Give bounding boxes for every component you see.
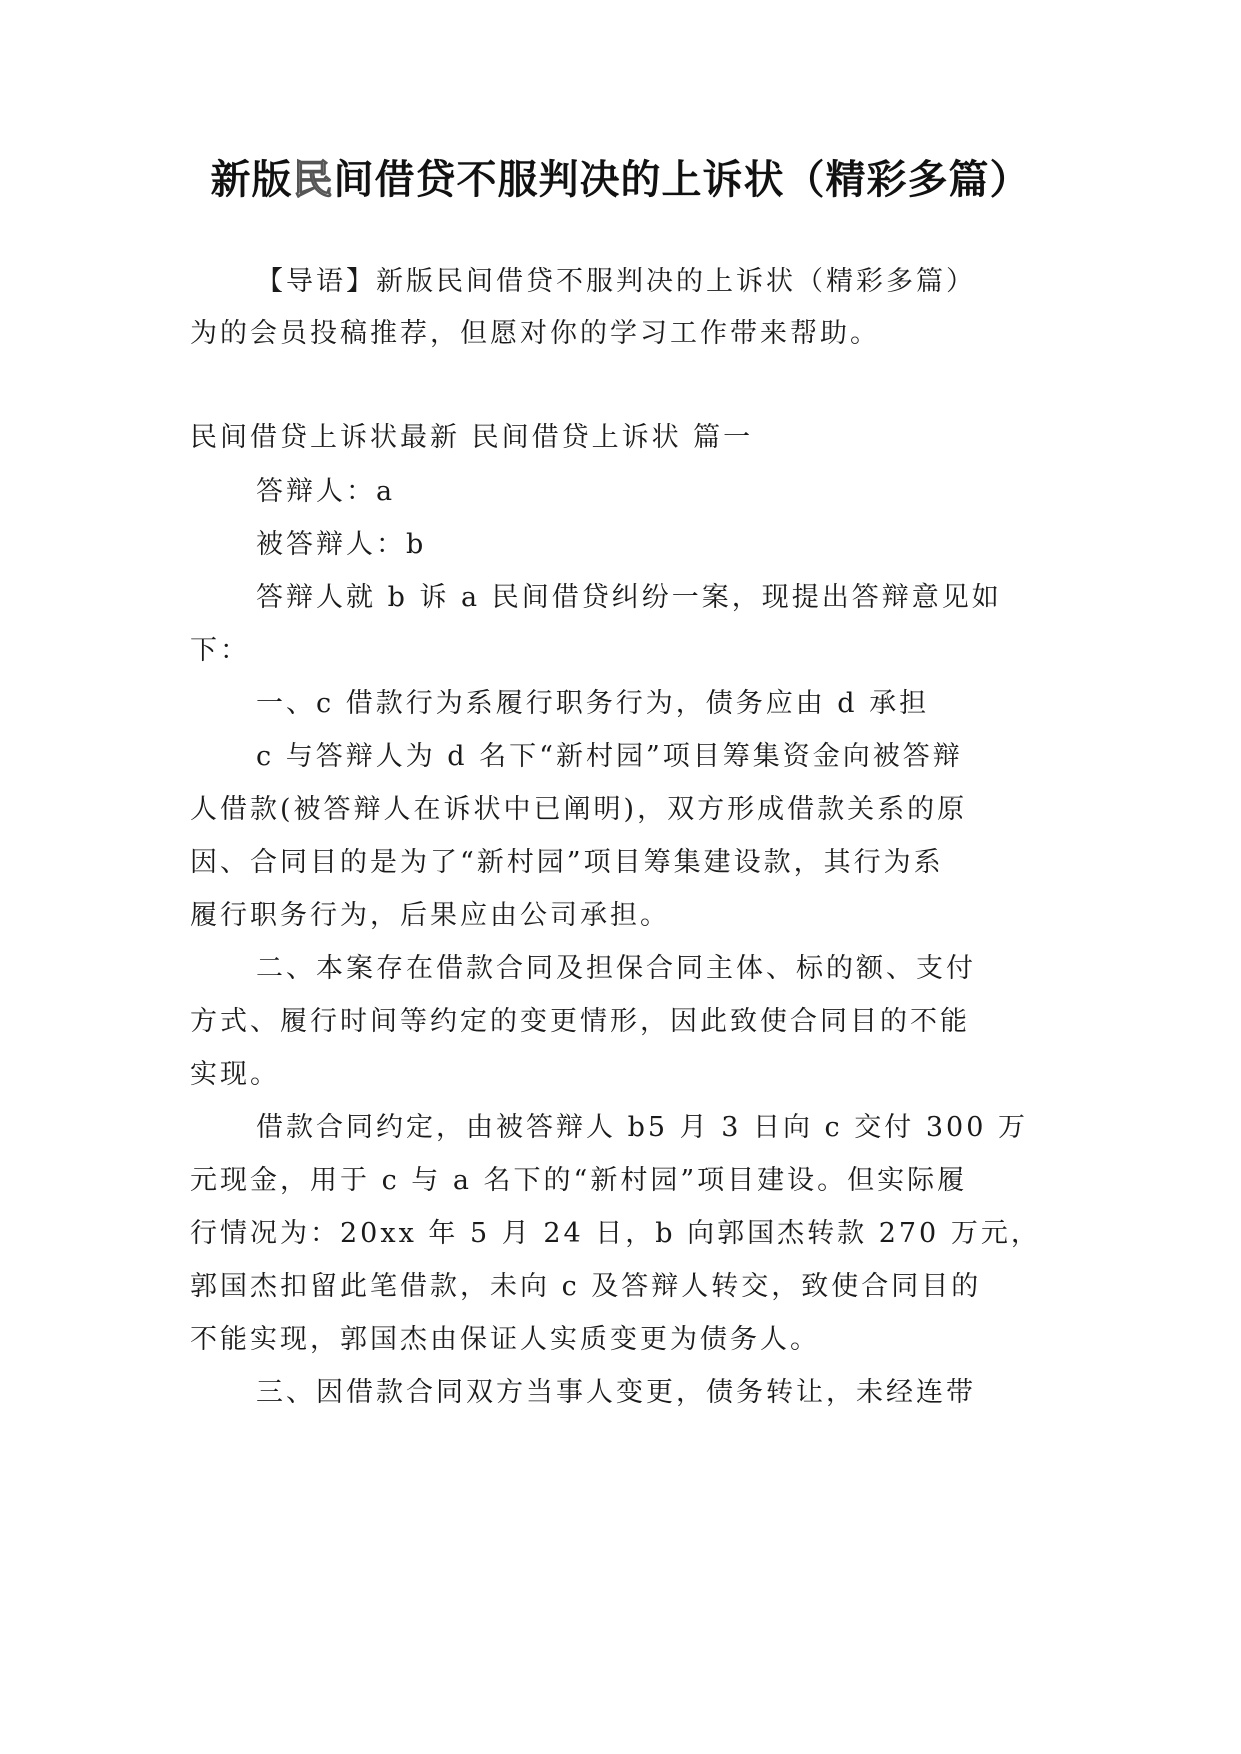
intro-line-1: 【导语】新版民间借贷不服判决的上诉状（精彩多篇） <box>256 266 976 297</box>
paragraph-line: 借款合同约定，由被答辩人 b5 月 3 日向 c 交付 300 万 <box>256 1112 1028 1143</box>
intro-line-2: 为的会员投稿推荐，但愿对你的学习工作带来帮助。 <box>190 318 880 349</box>
title-outline-char: 民 <box>292 157 334 203</box>
paragraph-line: 下： <box>190 635 250 666</box>
respondent-line: 答辩人：a <box>256 476 396 507</box>
title-suffix: 间借贷不服判决的上诉状（精彩多篇） <box>333 157 1031 203</box>
paragraph-line: 元现金，用于 c 与 a 名下的“新村园”项目建设。但实际履 <box>190 1165 968 1196</box>
title-prefix: 新版 <box>210 157 293 203</box>
document-title <box>0 152 1241 208</box>
paragraph-line: 郭国杰扣留此笔借款，未向 c 及答辩人转交，致使合同目的 <box>190 1271 982 1302</box>
plaintiff-line: 被答辩人：b <box>256 529 427 560</box>
paragraph-line: 人借款(被答辩人在诉状中已阐明)，双方形成借款关系的原 <box>190 794 968 825</box>
paragraph-line: 因、合同目的是为了“新村园”项目筹集建设款，其行为系 <box>190 847 944 878</box>
paragraph-line: 不能实现，郭国杰由保证人实质变更为债务人。 <box>190 1324 820 1355</box>
paragraph-line: 答辩人就 b 诉 a 民间借贷纠纷一案，现提出答辩意见如 <box>256 582 1002 613</box>
paragraph-line: 实现。 <box>190 1059 280 1090</box>
paragraph-line: 行情况为：20xx 年 5 月 24 日，b 向郭国杰转款 270 万元， <box>190 1218 1041 1249</box>
point-one-heading: 一、c 借款行为系履行职务行为，债务应由 d 承担 <box>256 688 930 719</box>
point-three-heading: 三、因借款合同双方当事人变更，债务转让，未经连带 <box>256 1377 976 1408</box>
point-two-heading: 二、本案存在借款合同及担保合同主体、标的额、支付 <box>256 953 976 984</box>
paragraph-line: 方式、履行时间等约定的变更情形，因此致使合同目的不能 <box>190 1006 970 1037</box>
paragraph-line: c 与答辩人为 d 名下“新村园”项目筹集资金向被答辩 <box>256 741 963 772</box>
paragraph-line: 履行职务行为，后果应由公司承担。 <box>190 900 670 931</box>
section-heading: 民间借贷上诉状最新 民间借贷上诉状 篇一 <box>190 422 754 453</box>
